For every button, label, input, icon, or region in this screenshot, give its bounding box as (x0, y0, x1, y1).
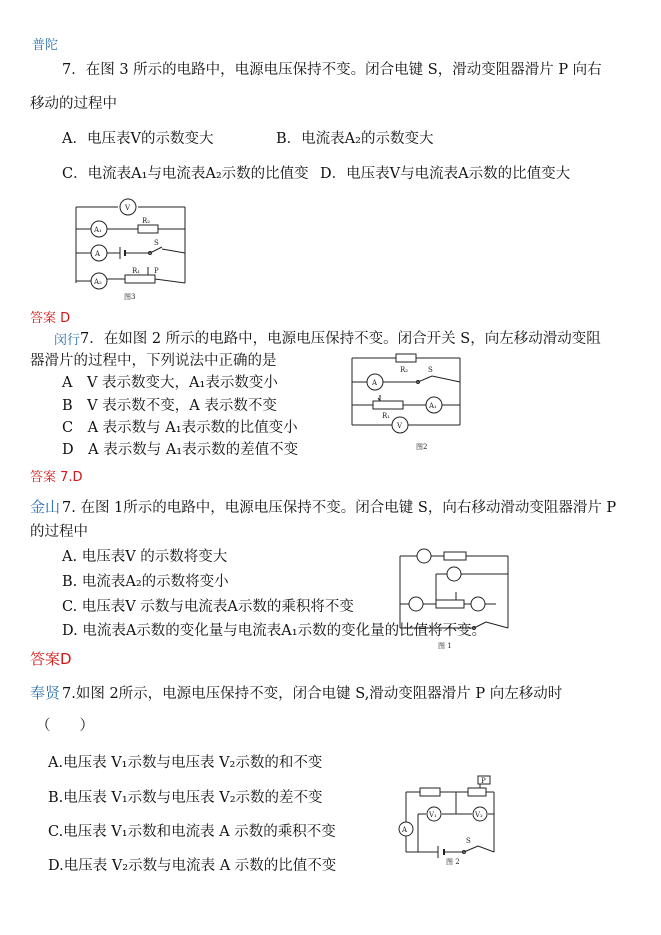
question-7-line1: 7．在如图 2 所示的电路中，电源电压保持不变。闭合开关 S，向左移动滑动变阻 (80, 331, 601, 347)
meter-a-label: A (95, 250, 101, 258)
p-label: P (154, 267, 159, 275)
figure-caption: 图3 (124, 293, 136, 301)
meter-v2-label: V₂ (475, 811, 483, 819)
option-b: B V 表示数不变，A 表示数不变 (62, 398, 277, 414)
s-label: S (154, 239, 159, 247)
option-c: C A 表示数与 A₁表示数的比值变小 (62, 420, 298, 436)
option-a: A V 表示数变大，A₁表示数变小 (62, 375, 278, 391)
question-7-line2: （ ） (36, 718, 94, 734)
s-label: S (428, 366, 433, 374)
district-label-fengxian: 奉贤 (30, 684, 61, 702)
district-label-jinshan: 金山 (30, 498, 61, 516)
option-c: C．电流表A₁与电流表A₂示数的比值变 (62, 166, 309, 182)
question-7-line2: 移动的过程中 (30, 96, 117, 112)
figure-caption: 图2 (416, 443, 428, 451)
question-7-line2: 器滑片的过程中，下列说法中正确的是 (30, 353, 277, 369)
meter-a-label: A (372, 379, 378, 387)
meter-v-label: V (125, 204, 131, 212)
question-7-line1: 7．在图 3 所示的电路中，电源电压保持不变。闭合电键 S，滑动变阻器滑片 P 向右 (62, 62, 602, 78)
option-d: D．电压表V与电流表A示数的比值变大 (320, 166, 571, 182)
circuit-figure-1-jinshan (396, 548, 516, 652)
p-label: P (481, 777, 486, 785)
r2-label: R₂ (400, 366, 409, 374)
option-a: A.电压表 V₁示数与电压表 V₂示数的和不变 (48, 755, 323, 771)
option-a: A. 电压表V 的示数将变大 (62, 549, 228, 565)
meter-v-label: V (397, 422, 403, 430)
option-d: D A 表示数与 A₁表示数的差值不变 (62, 442, 299, 458)
answer-jinshan: 答案D (30, 650, 72, 668)
question-7-line2: 的过程中 (30, 524, 88, 540)
option-a: A．电压表V的示数变大 (62, 131, 214, 147)
r2-label: R₂ (142, 217, 151, 225)
meter-a2-label: A₂ (94, 278, 102, 286)
meter-a1-label: A₁ (429, 402, 437, 410)
circuit-figure-2-fengxian (394, 774, 504, 866)
question-7-line1: 7. 在图 1所示的电路中，电源电压保持不变。闭合电键 S，向右移动滑动变阻器滑片 P (62, 500, 617, 516)
option-b: B.电压表 V₁示数与电压表 V₂示数的差不变 (48, 790, 323, 806)
district-label-putuo: 普陀 (32, 38, 59, 53)
option-c: C.电压表 V₁示数和电流表 A 示数的乘积不变 (48, 824, 336, 840)
option-b: B．电流表A₂的示数变大 (276, 131, 434, 147)
r1-label: R₁ (382, 412, 391, 420)
option-b: B. 电流表A₂的示数将变小 (62, 574, 229, 590)
circuit-figure-2-minhang (348, 350, 468, 455)
s-label: S (466, 837, 471, 845)
meter-a1-label: A₁ (94, 226, 102, 234)
figure-caption: 图 2 (446, 858, 460, 866)
r1-label: R₁ (132, 267, 141, 275)
answer-minhang: 答案 7.D (30, 470, 83, 485)
question-7-line1: 7.如图 2所示，电源电压保持不变，闭合电键 S,滑动变阻器滑片 P 向左移动时 (62, 686, 563, 702)
figure-caption: 图 1 (438, 642, 452, 650)
meter-v1-label: V₁ (429, 811, 437, 819)
circuit-figure-3 (70, 195, 195, 305)
district-label-minhang: 闵行 (54, 333, 81, 348)
meter-a-label: A (402, 826, 408, 834)
option-c: C. 电压表V 示数与电流表A示数的乘积将不变 (62, 599, 354, 615)
answer-putuo: 答案 D (30, 311, 71, 326)
option-d: D. 电流表A示数的变化量与电流表A₁示数的变化量的比值将不变。 (62, 623, 487, 639)
option-d: D.电压表 V₂示数与电流表 A 示数的比值不变 (48, 858, 337, 874)
